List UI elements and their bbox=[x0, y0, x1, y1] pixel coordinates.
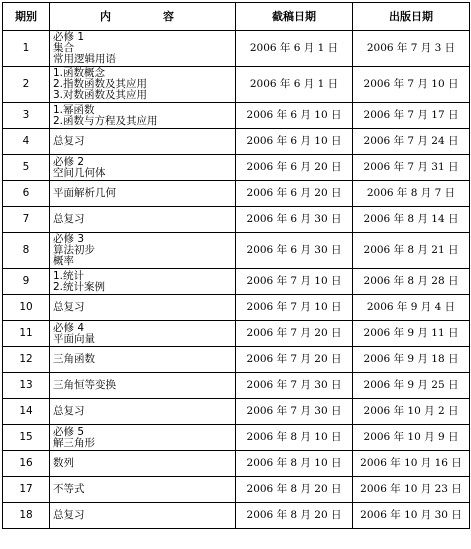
content-line: 不等式 bbox=[53, 483, 85, 495]
publish-date-cell: 2006 年 7 月 17 日 bbox=[353, 103, 470, 129]
content-line: 概率 bbox=[53, 255, 74, 267]
content-line: 2.函数与方程及其应用 bbox=[53, 114, 158, 127]
issue-number-cell: 1 bbox=[3, 31, 50, 67]
content-line: 3.对数函数及其应用 bbox=[53, 89, 148, 101]
table-row bbox=[3, 155, 470, 181]
table-row bbox=[3, 181, 470, 207]
content-cell bbox=[50, 31, 236, 67]
content-cell bbox=[50, 207, 236, 233]
header-content-left: 内 bbox=[100, 10, 111, 23]
publish-date-cell: 2006 年 7 月 24 日 bbox=[353, 129, 470, 155]
deadline-date-cell: 2006 年 6 月 1 日 bbox=[236, 31, 353, 67]
publish-date-cell: 2006 年 7 月 31 日 bbox=[353, 155, 470, 181]
deadline-date-cell: 2006 年 7 月 20 日 bbox=[236, 321, 353, 347]
content-line: 1.函数概念 bbox=[53, 67, 106, 79]
publish-date-cell: 2006 年 8 月 21 日 bbox=[353, 233, 470, 269]
content-cell bbox=[50, 347, 236, 373]
content-cell bbox=[50, 425, 236, 451]
content-line: 三角函数 bbox=[53, 353, 95, 365]
header-content bbox=[50, 3, 236, 31]
table-row bbox=[3, 399, 470, 425]
content-line: 必修 5 bbox=[53, 425, 85, 438]
publish-date-cell: 2006 年 9 月 4 日 bbox=[353, 295, 470, 321]
table-row bbox=[3, 451, 470, 477]
content-line: 常用逻辑用语 bbox=[53, 53, 116, 65]
table-row bbox=[3, 31, 470, 67]
deadline-date-cell: 2006 年 6 月 30 日 bbox=[236, 207, 353, 233]
content-line: 总复习 bbox=[53, 135, 85, 147]
header-publish: 出版日期 bbox=[353, 3, 470, 31]
issue-number-cell: 2 bbox=[3, 67, 50, 103]
publication-schedule-table bbox=[2, 2, 470, 529]
publish-date-cell: 2006 年 10 月 23 日 bbox=[353, 477, 470, 503]
publish-date-cell: 2006 年 9 月 11 日 bbox=[353, 321, 470, 347]
content-cell bbox=[50, 269, 236, 295]
issue-number-cell: 17 bbox=[3, 477, 50, 503]
content-cell bbox=[50, 181, 236, 207]
content-line: 三角恒等变换 bbox=[53, 379, 116, 391]
table-header-row bbox=[3, 3, 470, 31]
content-line: 2.指数函数及其应用 bbox=[53, 78, 148, 90]
deadline-date-cell: 2006 年 6 月 20 日 bbox=[236, 181, 353, 207]
content-line: 必修 2 bbox=[53, 155, 85, 168]
publish-date-cell: 2006 年 7 月 3 日 bbox=[353, 31, 470, 67]
table-row bbox=[3, 103, 470, 129]
issue-number-cell: 3 bbox=[3, 103, 50, 129]
issue-number-cell: 8 bbox=[3, 233, 50, 269]
publish-date-cell: 2006 年 10 月 30 日 bbox=[353, 503, 470, 529]
content-line: 平面向量 bbox=[53, 332, 95, 345]
issue-number-cell: 9 bbox=[3, 269, 50, 295]
content-line: 数列 bbox=[53, 457, 74, 469]
issue-number-cell: 7 bbox=[3, 207, 50, 233]
content-line: 解三角形 bbox=[53, 436, 95, 449]
deadline-date-cell: 2006 年 6 月 10 日 bbox=[236, 103, 353, 129]
content-cell bbox=[50, 321, 236, 347]
table-row bbox=[3, 321, 470, 347]
content-line: 算法初步 bbox=[53, 244, 95, 256]
table-row bbox=[3, 347, 470, 373]
issue-number-cell: 5 bbox=[3, 155, 50, 181]
publish-date-cell: 2006 年 9 月 25 日 bbox=[353, 373, 470, 399]
content-line: 总复习 bbox=[53, 405, 85, 417]
publish-date-cell: 2006 年 9 月 18 日 bbox=[353, 347, 470, 373]
deadline-date-cell: 2006 年 6 月 20 日 bbox=[236, 155, 353, 181]
table-row bbox=[3, 269, 470, 295]
table-row bbox=[3, 129, 470, 155]
content-line: 平面解析几何 bbox=[53, 187, 116, 199]
publish-date-cell: 2006 年 8 月 14 日 bbox=[353, 207, 470, 233]
content-cell bbox=[50, 503, 236, 529]
issue-number-cell: 18 bbox=[3, 503, 50, 529]
content-line: 必修 4 bbox=[53, 321, 85, 334]
publish-date-cell: 2006 年 10 月 9 日 bbox=[353, 425, 470, 451]
header-issue: 期别 bbox=[3, 3, 50, 31]
table-row bbox=[3, 373, 470, 399]
issue-number-cell: 4 bbox=[3, 129, 50, 155]
issue-number-cell: 12 bbox=[3, 347, 50, 373]
content-line: 1.幂函数 bbox=[53, 103, 95, 116]
issue-number-cell: 6 bbox=[3, 181, 50, 207]
deadline-date-cell: 2006 年 7 月 30 日 bbox=[236, 399, 353, 425]
content-line: 集合 bbox=[53, 42, 74, 54]
table-row bbox=[3, 207, 470, 233]
content-line: 总复习 bbox=[53, 509, 85, 521]
content-line: 总复习 bbox=[53, 301, 85, 313]
content-cell bbox=[50, 233, 236, 269]
table-row bbox=[3, 425, 470, 451]
content-line: 必修 3 bbox=[53, 233, 85, 245]
deadline-date-cell: 2006 年 8 月 10 日 bbox=[236, 425, 353, 451]
publish-date-cell: 2006 年 10 月 16 日 bbox=[353, 451, 470, 477]
publish-date-cell: 2006 年 10 月 2 日 bbox=[353, 399, 470, 425]
content-line: 必修 1 bbox=[53, 31, 85, 43]
deadline-date-cell: 2006 年 6 月 1 日 bbox=[236, 67, 353, 103]
deadline-date-cell: 2006 年 6 月 30 日 bbox=[236, 233, 353, 269]
content-line: 2.统计案例 bbox=[53, 280, 106, 293]
publish-date-cell: 2006 年 8 月 7 日 bbox=[353, 181, 470, 207]
content-cell bbox=[50, 451, 236, 477]
content-line: 空间几何体 bbox=[53, 166, 106, 179]
content-cell bbox=[50, 103, 236, 129]
header-content-right: 容 bbox=[163, 10, 174, 23]
issue-number-cell: 16 bbox=[3, 451, 50, 477]
issue-number-cell: 15 bbox=[3, 425, 50, 451]
content-cell bbox=[50, 373, 236, 399]
table-row bbox=[3, 295, 470, 321]
issue-number-cell: 10 bbox=[3, 295, 50, 321]
publish-date-cell: 2006 年 8 月 28 日 bbox=[353, 269, 470, 295]
schedule-table-wrapper bbox=[2, 2, 470, 529]
table-row bbox=[3, 503, 470, 529]
issue-number-cell: 14 bbox=[3, 399, 50, 425]
deadline-date-cell: 2006 年 7 月 30 日 bbox=[236, 373, 353, 399]
deadline-date-cell: 2006 年 6 月 10 日 bbox=[236, 129, 353, 155]
issue-number-cell: 13 bbox=[3, 373, 50, 399]
issue-number-cell: 11 bbox=[3, 321, 50, 347]
deadline-date-cell: 2006 年 8 月 20 日 bbox=[236, 477, 353, 503]
table-row bbox=[3, 67, 470, 103]
table-row bbox=[3, 477, 470, 503]
content-cell bbox=[50, 67, 236, 103]
publish-date-cell: 2006 年 7 月 10 日 bbox=[353, 67, 470, 103]
table-row bbox=[3, 233, 470, 269]
table-body bbox=[3, 31, 470, 529]
content-line: 总复习 bbox=[53, 213, 85, 225]
deadline-date-cell: 2006 年 8 月 10 日 bbox=[236, 451, 353, 477]
content-cell bbox=[50, 155, 236, 181]
content-cell bbox=[50, 129, 236, 155]
header-deadline: 截稿日期 bbox=[236, 3, 353, 31]
content-cell bbox=[50, 399, 236, 425]
content-cell bbox=[50, 477, 236, 503]
deadline-date-cell: 2006 年 7 月 20 日 bbox=[236, 347, 353, 373]
deadline-date-cell: 2006 年 8 月 20 日 bbox=[236, 503, 353, 529]
deadline-date-cell: 2006 年 7 月 10 日 bbox=[236, 295, 353, 321]
content-line: 1.统计 bbox=[53, 269, 85, 282]
content-cell bbox=[50, 295, 236, 321]
deadline-date-cell: 2006 年 7 月 10 日 bbox=[236, 269, 353, 295]
